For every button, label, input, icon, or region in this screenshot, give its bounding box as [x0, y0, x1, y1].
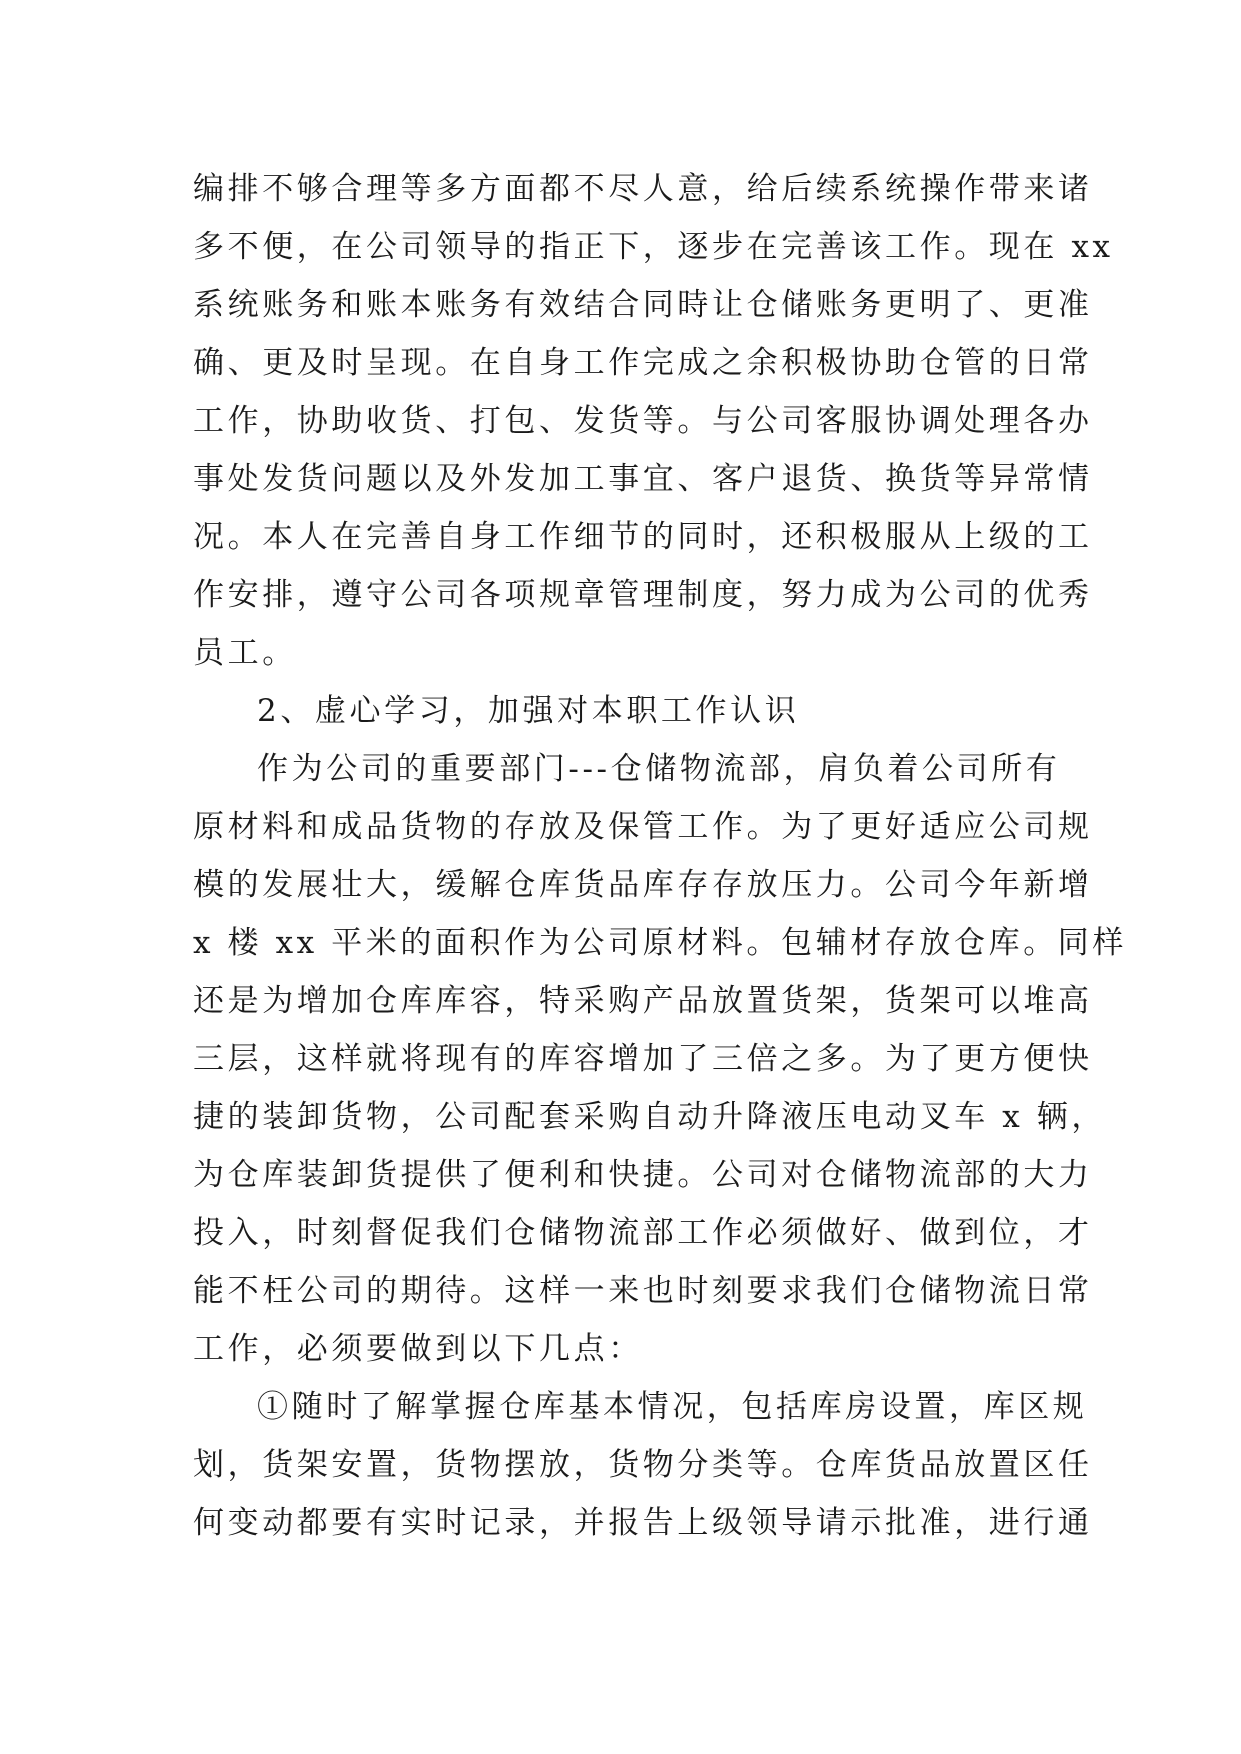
text-line: 多不便，在公司领导的指正下，逐步在完善该工作。现在 xx — [193, 229, 1114, 265]
text-line: 工作，必须要做到以下几点： — [193, 1331, 643, 1367]
text-line: 模的发展壮大，缓解仓库货品库存存放压力。公司今年新增 — [193, 867, 1093, 903]
text-line: 能不枉公司的期待。这样一来也时刻要求我们仓储物流日常 — [193, 1273, 1093, 1309]
text-line: 还是为增加仓库库容，特采购产品放置货架，货架可以堆高 — [193, 983, 1093, 1019]
text-line: 何变动都要有实时记录，并报告上级领导请示批准，进行通 — [193, 1505, 1093, 1541]
text-line: 三层，这样就将现有的库容增加了三倍之多。为了更方便快 — [193, 1041, 1093, 1077]
section-heading: 2、虚心学习，加强对本职工作认识 — [257, 693, 800, 729]
text-line: 作安排，遵守公司各项规章管理制度，努力成为公司的优秀 — [193, 577, 1093, 613]
text-line: 投入，时刻督促我们仓储物流部工作必须做好、做到位，才 — [193, 1215, 1093, 1251]
text-line: x 楼 xx 平米的面积作为公司原材料。包辅材存放仓库。同样 — [193, 925, 1128, 961]
document-body — [193, 160, 1128, 1552]
text-line: 划，货架安置，货物摆放，货物分类等。仓库货品放置区任 — [193, 1447, 1093, 1483]
text-line: 为仓库装卸货提供了便利和快捷。公司对仓储物流部的大力 — [193, 1157, 1093, 1193]
text-line: 工作，协助收货、打包、发货等。与公司客服协调处理各办 — [193, 403, 1093, 439]
text-line: 确、更及时呈现。在自身工作完成之余积极协助仓管的日常 — [193, 345, 1093, 381]
text-line: 况。本人在完善自身工作细节的同时，还积极服从上级的工 — [193, 519, 1093, 555]
text-line: ①随时了解掌握仓库基本情况，包括库房设置，库区规 — [257, 1389, 1088, 1425]
text-line: 编排不够合理等多方面都不尽人意，给后续系统操作带来诸 — [193, 171, 1093, 207]
text-line: 事处发货问题以及外发加工事宜、客户退货、换货等异常情 — [193, 461, 1093, 497]
text-line: 作为公司的重要部门---仓储物流部，肩负着公司所有 — [257, 751, 1061, 787]
text-line: 捷的装卸货物，公司配套采购自动升降液压电动叉车 x 辆， — [193, 1099, 1106, 1135]
text-line: 原材料和成品货物的存放及保管工作。为了更好适应公司规 — [193, 809, 1093, 845]
text-line: 员工。 — [193, 635, 297, 671]
text-line: 系统账务和账本账务有效结合同時让仓储账务更明了、更准 — [193, 287, 1093, 323]
